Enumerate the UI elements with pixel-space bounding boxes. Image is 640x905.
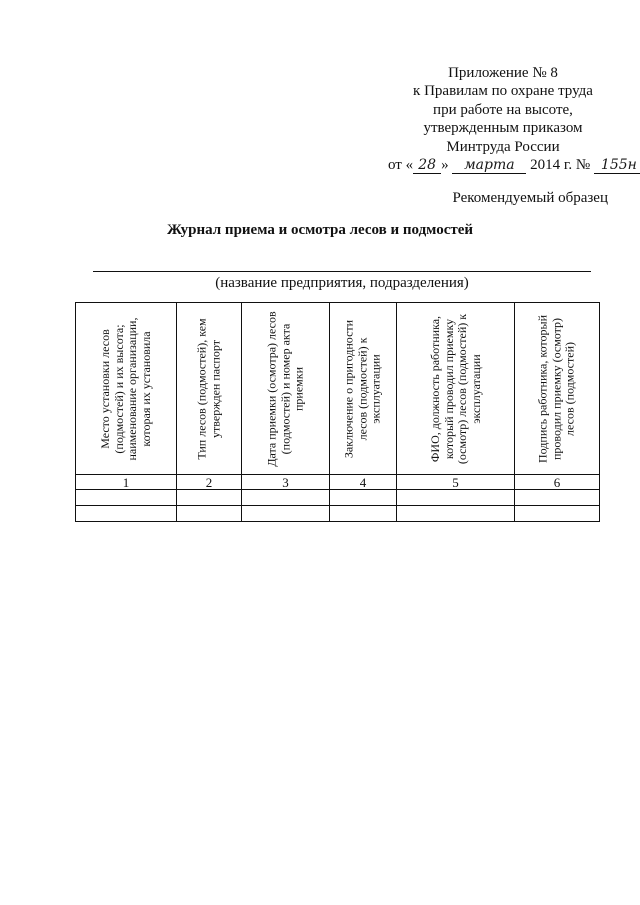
date-year: 2014 г. № — [530, 157, 591, 174]
header-date: Дата приемки (осмотра) лесов (подмостей) и номер акта приемки — [264, 310, 306, 467]
header-cell — [242, 303, 330, 475]
header-cell — [330, 303, 397, 475]
table-row — [76, 490, 600, 506]
header-row — [76, 303, 600, 475]
handwritten-day: 28 — [413, 158, 441, 174]
handwritten-month: марта — [452, 158, 526, 174]
header-signature: Подпись работника, который проводил приемку (осмотр) лесов (подмостей) — [535, 314, 577, 463]
page-title: Журнал приема и осмотра лесов и подмостей — [166, 222, 474, 238]
column-number: 5 — [397, 475, 515, 490]
date-prefix: от « — [388, 157, 414, 174]
appendix-approved: утвержденным приказом — [423, 120, 583, 137]
empty-cell — [76, 506, 177, 522]
empty-cell — [397, 490, 515, 506]
header-inspector: ФИО, должность работника, который проводил приемку (осмотр) лесов (подмостей) к эксплуатации — [427, 313, 483, 464]
column-number: 1 — [76, 475, 177, 490]
header-cell — [515, 303, 600, 475]
org-name-line — [93, 271, 591, 272]
empty-cell — [177, 506, 242, 522]
column-number: 6 — [515, 475, 600, 490]
empty-cell — [177, 490, 242, 506]
empty-cell — [515, 506, 600, 522]
appendix-block — [388, 64, 637, 174]
empty-cell — [242, 490, 330, 506]
org-caption: (название предприятия, подразделения) — [215, 275, 469, 291]
journal-table — [75, 302, 600, 522]
date-mid: » — [441, 157, 449, 174]
appendix-number: Приложение № 8 — [448, 65, 558, 81]
appendix-ministry: Минтруда России — [446, 138, 560, 155]
header-cell — [397, 303, 515, 475]
empty-cell — [515, 490, 600, 506]
column-number: 2 — [177, 475, 242, 490]
appendix-rules-ref: к Правилам по охране труда — [413, 83, 593, 100]
header-type: Тип лесов (подмостей), кем утвержден паспорт — [194, 317, 222, 460]
appendix-height-work: при работе на высоте, — [433, 101, 573, 118]
handwritten-order-number: 155н — [594, 158, 640, 174]
table-row — [76, 506, 600, 522]
empty-cell — [330, 490, 397, 506]
empty-cell — [242, 506, 330, 522]
empty-cell — [397, 506, 515, 522]
header-location: Место установки лесов (подмостей) и их высота; наименование организации, которая их установила — [97, 317, 153, 460]
header-conclusion: Заключение о пригодности лесов (подмостей) к эксплуатации — [341, 319, 383, 458]
header-cell — [177, 303, 242, 475]
column-number: 3 — [242, 475, 330, 490]
column-number-row — [76, 475, 600, 490]
sample-label: Рекомендуемый образец — [452, 190, 608, 206]
appendix-date-line — [388, 156, 637, 174]
header-cell — [76, 303, 177, 475]
column-number: 4 — [330, 475, 397, 490]
empty-cell — [330, 506, 397, 522]
empty-cell — [76, 490, 177, 506]
